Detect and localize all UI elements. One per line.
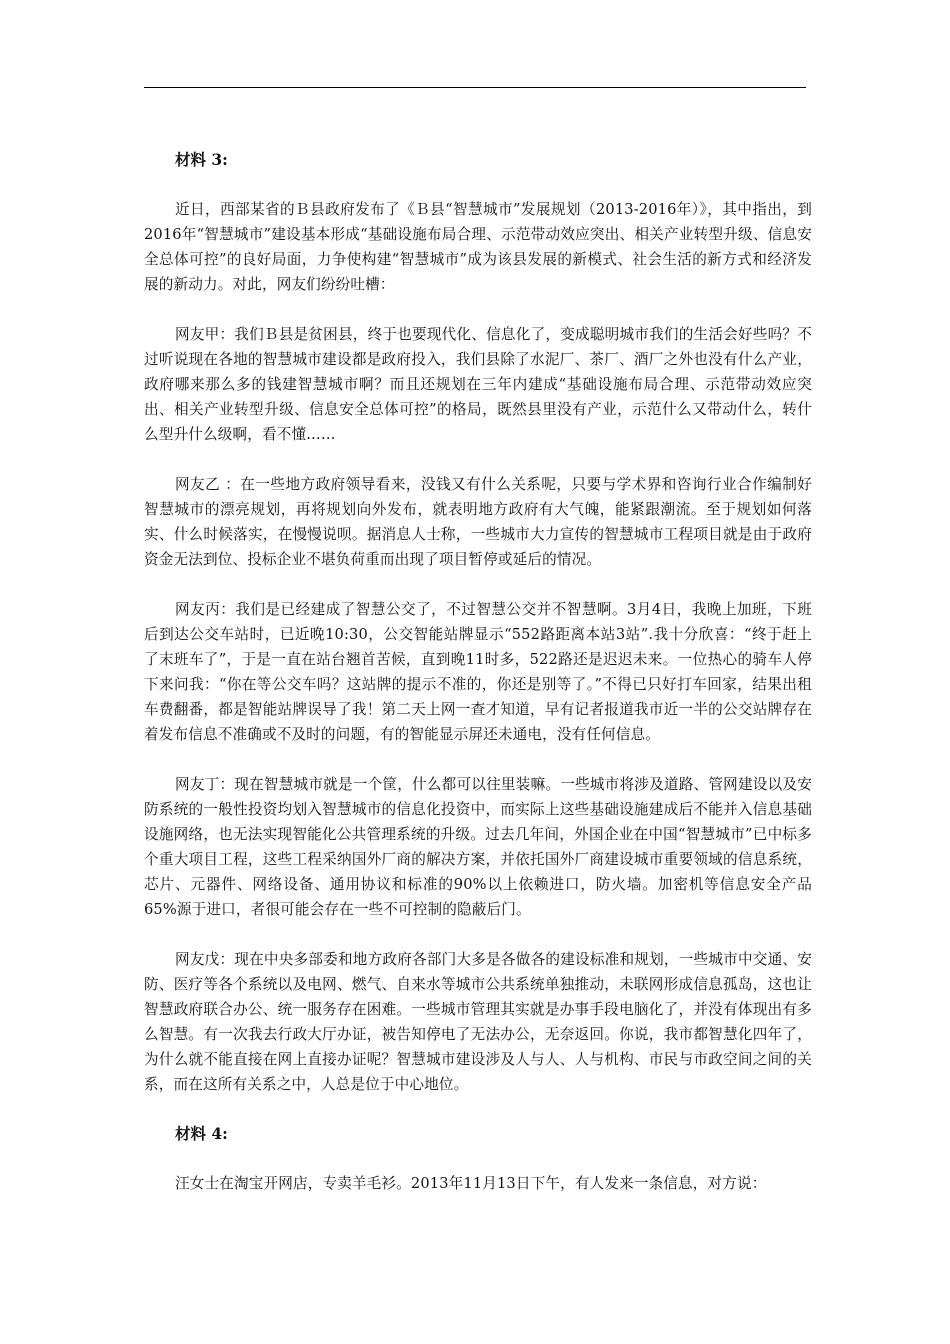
material-3-heading: 材料 3:: [175, 150, 228, 169]
material-3-paragraph-intro: 近日，西部某省的Ｂ县政府发布了《Ｂ县“智慧城市”发展规划（2013-2016年）》，其中指出，到2016年“智慧城市”建设基本形成“基础设施布局合理、示范带动效应突出、相关产业转型升级、信息安全总体可控”的良好局面，力争使构建“智慧城市”成为该县发展的新模式、社会生活的新方式和经济发展的新动力。对此，网友们纷纷吐槽：: [144, 201, 812, 293]
document-body: [144, 148, 812, 1196]
material-3-paragraph-netizen-e: 网友戊：现在中央多部委和地方政府各部门大多是各做各的建设标准和规划，一些城市中交通、安防、医疗等各个系统以及电网、燃气、自来水等城市公共系统单独推动，未联网形成信息孤岛，这也让智慧政府联合办公、统一服务存在困难。一些城市管理其实就是办事手段电脑化了，并没有体现出有多么智慧。有一次我去行政大厅办证，被告知停电了无法办公，无奈返回。你说，我市都智慧化四年了，为什么就不能直接在网上直接办证呢？智慧城市建设涉及人与人、人与机构、市民与市政空间之间的关系，而在这所有关系之中，人总是位于中心地位。: [144, 951, 812, 1093]
material-3-paragraph-netizen-a: 网友甲：我们Ｂ县是贫困县，终于也要现代化、信息化了，变成聪明城市我们的生活会好些吗？不过听说现在各地的智慧城市建设都是政府投入，我们县除了水泥厂、茶厂、酒厂之外也没有什么产业，政府哪来那么多的钱建智慧城市啊？而且还规划在三年内建成“基础设施布局合理、示范带动效应突出、相关产业转型升级、信息安全总体可控”的格局，既然县里没有产业，示范什么又带动什么，转什么型升什么级啊，看不懂……: [144, 326, 812, 443]
material-4-heading: 材料 4:: [175, 1124, 228, 1143]
material-4-paragraph-intro: 汪女士在淘宝开网店，专卖羊毛衫。2013年11月13日下午，有人发来一条信息，对方说：: [175, 1175, 767, 1192]
header-rule: [144, 87, 806, 88]
material-3-paragraph-netizen-d: 网友丁：现在智慧城市就是一个筐，什么都可以往里装嘛。一些城市将涉及道路、管网建设以及安防系统的一般性投资均划入智慧城市的信息化投资中，而实际上这些基础设施建成后不能并入信息基础设施网络，也无法实现智能化公共管理系统的升级。过去几年间，外国企业在中国“智慧城市”已中标多个重大项目工程，这些工程采纳国外厂商的解决方案，并依托国外厂商建设城市重要领域的信息系统，芯片、元器件、网络设备、通用协议和标准的90%以上依赖进口，防火墙。加密机等信息安全产品65%源于进口，者很可能会存在一些不可控制的隐蔽后门。: [144, 776, 812, 918]
material-3-paragraph-netizen-c: 网友丙：我们是已经建成了智慧公交了，不过智慧公交并不智慧啊。3月4日，我晚上加班，下班后到达公交车站时，已近晚10:30，公交智能站牌显示“552路距离本站3站”.我十分欣喜：“终于赶上了末班车了”，于是一直在站台翘首苦候，直到晚11时多，522路还是迟迟未来。一位热心的骑车人停下来问我：“你在等公交车吗？这站牌的提示不准的，你还是别等了。”不得已只好打车回家，结果出租车费翻番，都是智能站牌误导了我！第二天上网一查才知道，早有记者报道我市近一半的公交站牌存在着发布信息不准确或不及时的问题，有的智能显示屏还未通电，没有任何信息。: [144, 601, 812, 743]
material-3-paragraph-netizen-b: 网友乙 ：在一些地方政府领导看来，没钱又有什么关系呢，只要与学术界和咨询行业合作编制好智慧城市的漂亮规划，再将规划向外发布，就表明地方政府有大气魄，能紧跟潮流。至于规划如何落实、什么时候落实，在慢慢说呗。据消息人士称，一些城市大力宣传的智慧城市工程项目就是由于政府资金无法到位、投标企业不堪负荷重而出现了项目暂停或延后的情况。: [144, 476, 812, 568]
